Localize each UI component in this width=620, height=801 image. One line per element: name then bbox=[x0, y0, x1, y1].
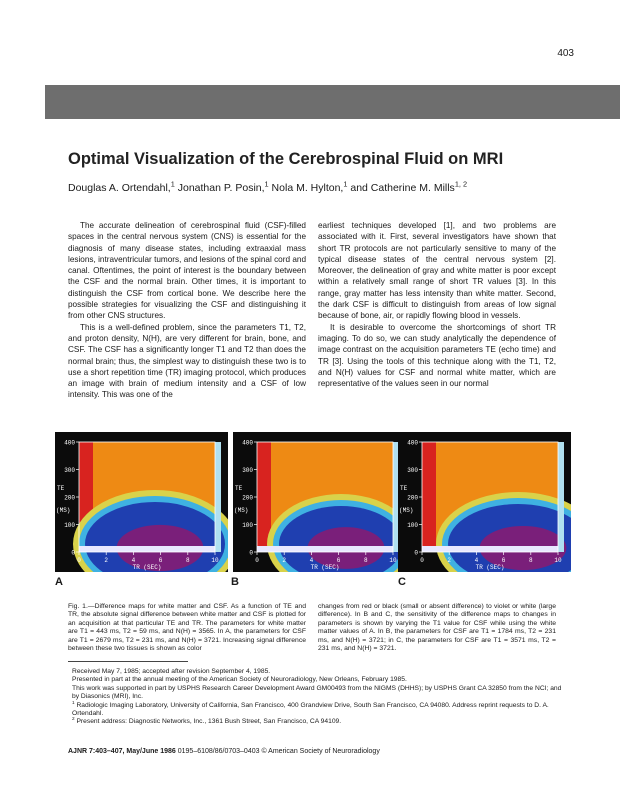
y-axis-label-ms: (MS) bbox=[234, 507, 249, 514]
body-column-left bbox=[68, 220, 306, 401]
x-tick-label: 8 bbox=[363, 557, 368, 564]
y-tick-label: 300 bbox=[64, 467, 75, 474]
x-tick-label: 8 bbox=[185, 557, 190, 564]
author-line bbox=[68, 179, 468, 194]
map-edge-strip bbox=[558, 442, 564, 552]
author-affiliation-mark: 1 bbox=[343, 179, 348, 189]
x-tick-label: 2 bbox=[447, 557, 452, 564]
difference-map-panel-c bbox=[398, 432, 571, 572]
figure-caption: Fig. 1.—Difference maps for white matter and CSF. As a function of TE and TR, the absolute signal difference between white matter and CSF is plotted for an acquisition at that particular TE and TR. The parameters for white matter are T1 = 443 ms, T2 = 59 ms, and N(H) = 3565. In A, the parameters for CSF are T1 = 2679 ms, T2 = 231 ms, and N(H) = 3721. Increasing signal difference between these two tissues is shown as color bbox=[68, 603, 306, 653]
body-paragraph: This is a well-defined problem, since the parameters T1, T2, and proton density, N(H), are very different for brain, bone, and CSF. The CSF has a significantly longer T1 and T2 than does the normal brain; thus, the simplest way to distinguish these two is to use a short repetition time (TR) imaging protocol, which produces an image with brain of medium intensity and a CSF of low intensity. This was one of the bbox=[68, 322, 306, 400]
footnote-rule bbox=[68, 661, 188, 662]
y-tick-label: 300 bbox=[407, 467, 418, 474]
body-paragraph: earliest techniques developed [1], and two problems are associated with it. First, several investigators have shown that short TR protocols are not particularly sensitive to many of the typical disease states of the central nervous system [2]. Moreover, the delineation of gray and white matter is poor except within a relatively small range of short TR values [3]. In this range, gray matter has less intensity than white matter. Second, the dark CSF is difficult to distinguish from areas of low signal because of bone, air, or rapidly flowing blood in vessels. bbox=[318, 221, 556, 321]
panel-label-a: A bbox=[55, 576, 63, 588]
journal-citation-volume: AJNR 7:403–407, May/June 1986 bbox=[68, 748, 176, 755]
x-tick-label: 10 bbox=[389, 557, 397, 564]
footnotes bbox=[68, 668, 568, 727]
body-column-right bbox=[318, 220, 556, 389]
footnote-text: Present address: Diagnostic Networks, Inc., 1361 Bush Street, San Francisco, CA 94109. bbox=[74, 718, 342, 726]
x-tick-label: 8 bbox=[528, 557, 533, 564]
map-edge-strip bbox=[215, 442, 221, 552]
page-number: 403 bbox=[557, 48, 574, 59]
y-tick-label: 200 bbox=[64, 494, 75, 502]
body-paragraph: It is desirable to overcome the shortcomings of short TR imaging. To do so, we can study analytically the dependence of image contrast on the acquisition parameters TE (echo time) and TR [3]. Using the tools of this technique along with the T1, T2, and N(H) values for CSF and normal white matter, which are representative of the values seen in our normal bbox=[318, 322, 556, 389]
footnote-presented: Presented in part at the annual meeting of the American Society of Neuroradiology, New Orleans, February 1985. bbox=[72, 676, 407, 684]
difference-map-svg bbox=[55, 432, 228, 572]
y-tick-label: 100 bbox=[242, 522, 253, 529]
body-paragraph: The accurate delineation of cerebrospinal fluid (CSF)-filled spaces in the central nervous system (CNS) is essential for the diagnosis of many disease states, including extraaxial mass lesions, intraventricular tumors, and lesions of the spinal cord and canal. Oftentimes, the point of interest is the boundary between the CSF and the normal brain. Other times, it is important to distinguish the CSF from cortical bone. We describe here the possible strategies for visualizing the CSF and distinguishing it from other CNS structures. bbox=[68, 221, 306, 321]
author-name: Nola M. Hylton, bbox=[268, 182, 344, 194]
difference-map-panel-a bbox=[55, 432, 228, 572]
x-tick-label: 0 bbox=[255, 557, 259, 564]
y-axis-label-ms: (MS) bbox=[399, 507, 414, 514]
footnote-support: This work was supported in part by USPHS Research Career Development Award GM00493 from the NIGMS (DHHS); by USPHS Grant CA 32850 from the NCI; and by Diasonics (MRI), Inc. bbox=[72, 684, 562, 701]
panel-label-c: C bbox=[398, 576, 406, 588]
map-white-strip bbox=[79, 546, 215, 552]
footnote-mark: 1 bbox=[72, 699, 75, 705]
x-tick-label: 0 bbox=[420, 557, 424, 564]
x-tick-label: 6 bbox=[336, 557, 341, 564]
map-white-strip bbox=[422, 546, 558, 552]
author-affiliation-mark: 1 bbox=[170, 179, 175, 189]
y-tick-label: 0 bbox=[71, 549, 75, 557]
footnote-mark: 2 bbox=[72, 716, 75, 722]
difference-map-svg bbox=[398, 432, 571, 572]
x-tick-label: 10 bbox=[554, 557, 562, 564]
footnote-received: Received May 7, 1985; accepted after revision September 4, 1985. bbox=[72, 668, 271, 675]
x-tick-label: 6 bbox=[158, 557, 163, 564]
y-tick-label: 300 bbox=[242, 467, 253, 474]
y-tick-label: 200 bbox=[407, 494, 418, 502]
journal-citation bbox=[68, 748, 380, 755]
y-tick-label: 400 bbox=[407, 439, 418, 447]
difference-map-panel-b bbox=[233, 432, 406, 572]
panel-label-b: B bbox=[231, 576, 239, 588]
x-tick-label: 6 bbox=[501, 557, 506, 564]
y-tick-label: 200 bbox=[242, 494, 253, 502]
x-axis-label: TR (SEC) bbox=[310, 564, 340, 571]
y-tick-label: 400 bbox=[64, 439, 75, 447]
y-tick-label: 0 bbox=[414, 549, 418, 557]
header-band bbox=[45, 85, 620, 119]
x-tick-label: 2 bbox=[104, 557, 109, 564]
y-axis-label-te: TE bbox=[235, 485, 243, 492]
x-axis-label: TR (SEC) bbox=[475, 564, 505, 571]
y-tick-label: 400 bbox=[242, 439, 253, 447]
figure-1 bbox=[55, 432, 615, 588]
x-tick-label: 4 bbox=[131, 557, 136, 564]
journal-issn: 0195–6108/86/0703–0403 © American Society of Neuroradiology bbox=[175, 748, 380, 755]
y-tick-label: 100 bbox=[64, 522, 75, 529]
difference-map-svg bbox=[233, 432, 406, 572]
author-name: Jonathan P. Posin, bbox=[174, 182, 265, 194]
author-name: Douglas A. Ortendahl, bbox=[68, 182, 171, 194]
x-tick-label: 10 bbox=[211, 557, 219, 564]
y-tick-label: 0 bbox=[249, 549, 253, 557]
footnote-affiliation-2 bbox=[68, 718, 568, 726]
figure-caption-continued: changes from red or black (small or absent difference) to violet or white (large difference). In B and C, the sensitivity of the difference maps to changes in parameters is shown by varying the T1 value for CSF while using the white matter values of A. In B, the parameters for CSF are T1 = 1784 ms, T2 = 231 ms, and N(H) = 3721; in C, the parameters for CSF are T1 = 3571 ms, T2 = 231 ms, and N(H) = 3721. bbox=[318, 603, 556, 653]
y-tick-label: 100 bbox=[407, 522, 418, 529]
map-red-band bbox=[422, 442, 436, 552]
footnote-text: Radiologic Imaging Laboratory, University of California, San Francisco, 400 Grandview Drive, South San Francisco, CA 94080. Address reprint requests to D. A. Ortendahl. bbox=[72, 701, 549, 718]
x-tick-label: 4 bbox=[309, 557, 314, 564]
article-title: Optimal Visualization of the Cerebrospinal Fluid on MRI bbox=[68, 150, 504, 168]
author-affiliation-mark: 1, 2 bbox=[454, 179, 468, 189]
x-tick-label: 2 bbox=[282, 557, 287, 564]
author-name: and Catherine M. Mills bbox=[347, 182, 455, 194]
map-white-strip bbox=[257, 546, 393, 552]
author-affiliation-mark: 1 bbox=[264, 179, 269, 189]
x-tick-label: 0 bbox=[77, 557, 81, 564]
y-axis-label-te: TE bbox=[400, 485, 408, 492]
y-axis-label-te: TE bbox=[57, 485, 65, 492]
y-axis-label-ms: (MS) bbox=[56, 507, 71, 514]
x-axis-label: TR (SEC) bbox=[132, 564, 162, 571]
x-tick-label: 4 bbox=[474, 557, 479, 564]
